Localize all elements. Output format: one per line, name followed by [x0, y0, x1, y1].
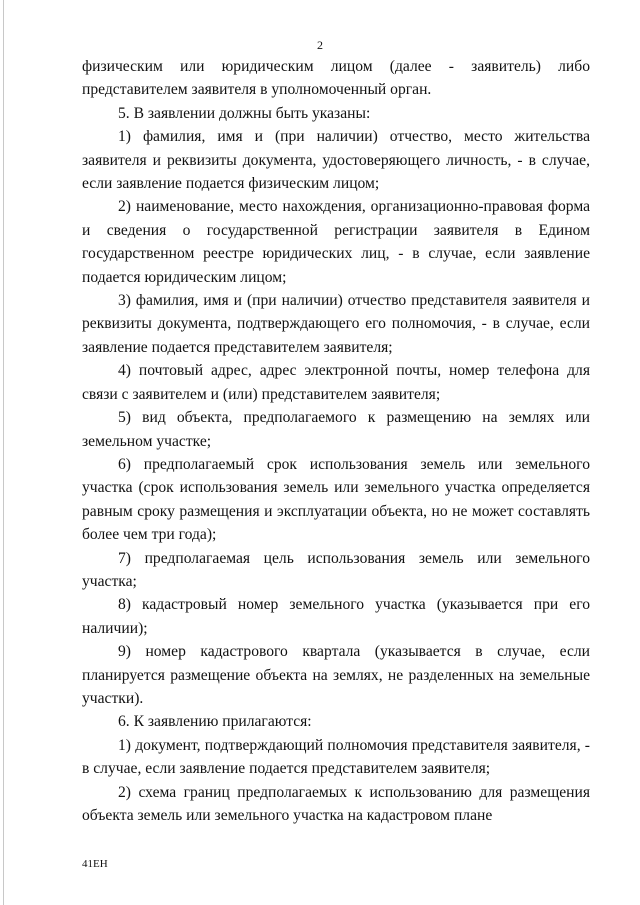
section-6-heading: 6. К заявлению прилагаются: [118, 713, 312, 731]
section-5-item-5: 5) вид объекта, предполагаемого к размещению на землях или земельном участке; [82, 409, 590, 450]
section-5-item-4: 4) почтовый адрес, адрес электронной почты, номер телефона для связи с заявителем и (или) представителем заявителя; [82, 362, 590, 403]
paragraph-continuation: физическим или юридическим лицом (далее - заявитель) либо представителем заявителя в уполномоченный орган. [82, 58, 590, 99]
section-5-item-2: 2) наименование, место нахождения, организационно-правовая форма и сведения о государственной регистрации заявителя в Едином государственном реестре юридических лиц, - в случае, если заявление подается юридическим лицом; [82, 198, 590, 286]
section-5-item-1: 1) фамилия, имя и (при наличии) отчество, место жительства заявителя и реквизиты документа, удостоверяющего личность, - в случае, если заявление подается физическим лицом; [82, 128, 590, 193]
section-5-item-7: 7) предполагаемая цель использования земель или земельного участка; [82, 549, 590, 590]
document-body [82, 55, 590, 827]
section-5-item-6: 6) предполагаемый срок использования земель или земельного участка (срок использования земель или земельного участка определяется равным сроку размещения и эксплуатации объекта, но не может составлять более чем три года); [82, 455, 590, 544]
page-number: 2 [317, 38, 323, 52]
section-5-item-8: 8) кадастровый номер земельного участка (указывается при его наличии); [82, 596, 590, 637]
section-6-item-1: 1) документ, подтверждающий полномочия представителя заявителя, - в случае, если заявление подается представителем заявителя; [82, 736, 590, 778]
section-5-heading: 5. В заявлении должны быть указаны: [118, 104, 371, 122]
scan-edge-line [3, 0, 4, 905]
section-5-item-3: 3) фамилия, имя и (при наличии) отчество представителя заявителя и реквизиты документа, подтверждающего его полномочия, - в случае, если заявление подается представителем заявителя; [82, 292, 590, 356]
section-6-item-2: 2) схема границ предполагаемых к использованию для размещения объекта земель или земельного участка на кадастровом плане [82, 783, 590, 824]
section-5-item-9: 9) номер кадастрового квартала (указывается в случае, если планируется размещение объекта на землях, не разделенных на земельные участки). [82, 643, 590, 707]
footer-document-code: 41ЕН [82, 858, 108, 870]
